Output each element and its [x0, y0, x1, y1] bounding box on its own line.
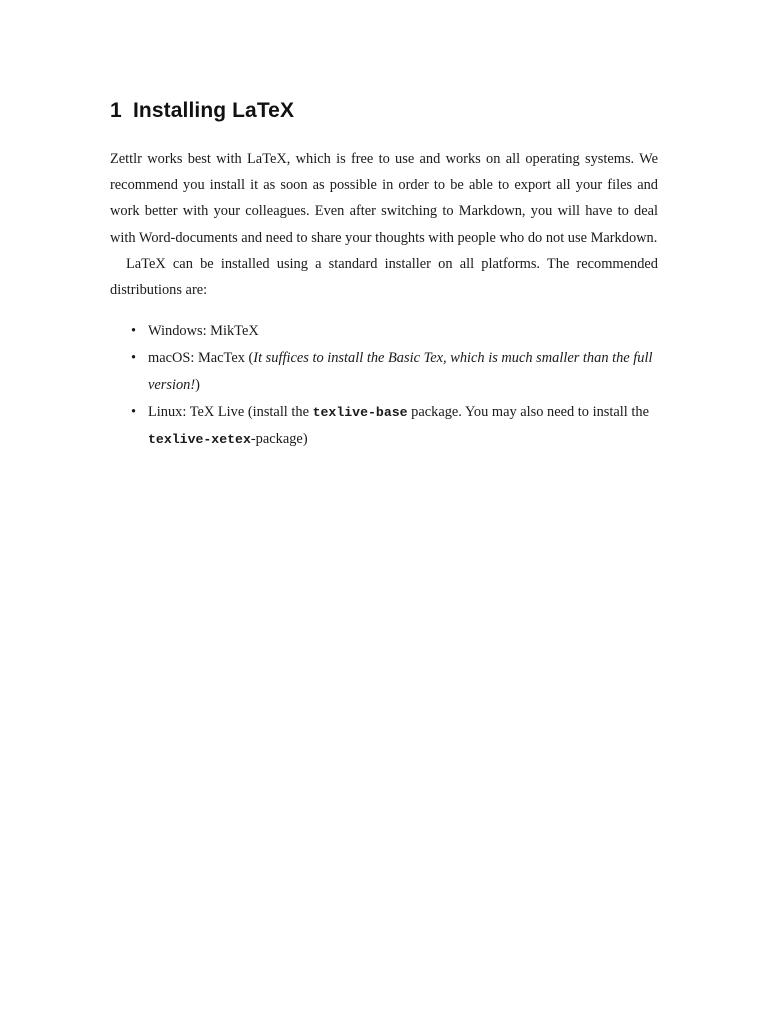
- macos-note: It suffices to install the Basic Tex, which is much smaller than the full version!: [148, 350, 653, 393]
- bullet-icon: •: [131, 350, 137, 367]
- linux-close: -package): [250, 431, 308, 448]
- installer-paragraph: LaTeX can be installed using a standard installer on all platforms. The recommended distributions are:: [110, 255, 658, 299]
- bullet-icon: •: [131, 403, 137, 420]
- distribution-list: [110, 318, 658, 453]
- windows-text: Windows: MikTeX: [148, 323, 259, 340]
- macos-text: macOS: MacTex (: [148, 350, 254, 367]
- intro-paragraph: Zettlr works best with LaTeX, which is free to use and works on all operating systems. We recommend you install it as soon as possible in order to be able to export all your files and work better with your colleagues. Even after switching to Markdown, you will have to deal with Word-documents and need to share your thoughts with people who do not use Markdown.: [110, 151, 658, 246]
- list-item-macos: [110, 345, 658, 397]
- macos-close: ): [195, 376, 200, 393]
- linux-text: Linux: TeX Live (install the: [148, 403, 313, 420]
- page-content: [110, 96, 658, 454]
- list-item-linux: [110, 399, 658, 453]
- section-heading: [110, 96, 658, 126]
- package-name-texlive-xetex: texlive-xetex: [148, 432, 251, 448]
- section-number: 1: [110, 99, 122, 122]
- bullet-icon: •: [131, 323, 137, 340]
- package-name-texlive-base: texlive-base: [312, 404, 408, 420]
- list-item-windows: [110, 318, 658, 344]
- section-title: Installing LaTeX: [133, 99, 295, 122]
- linux-middle-text: package. You may also need to install the: [407, 403, 649, 420]
